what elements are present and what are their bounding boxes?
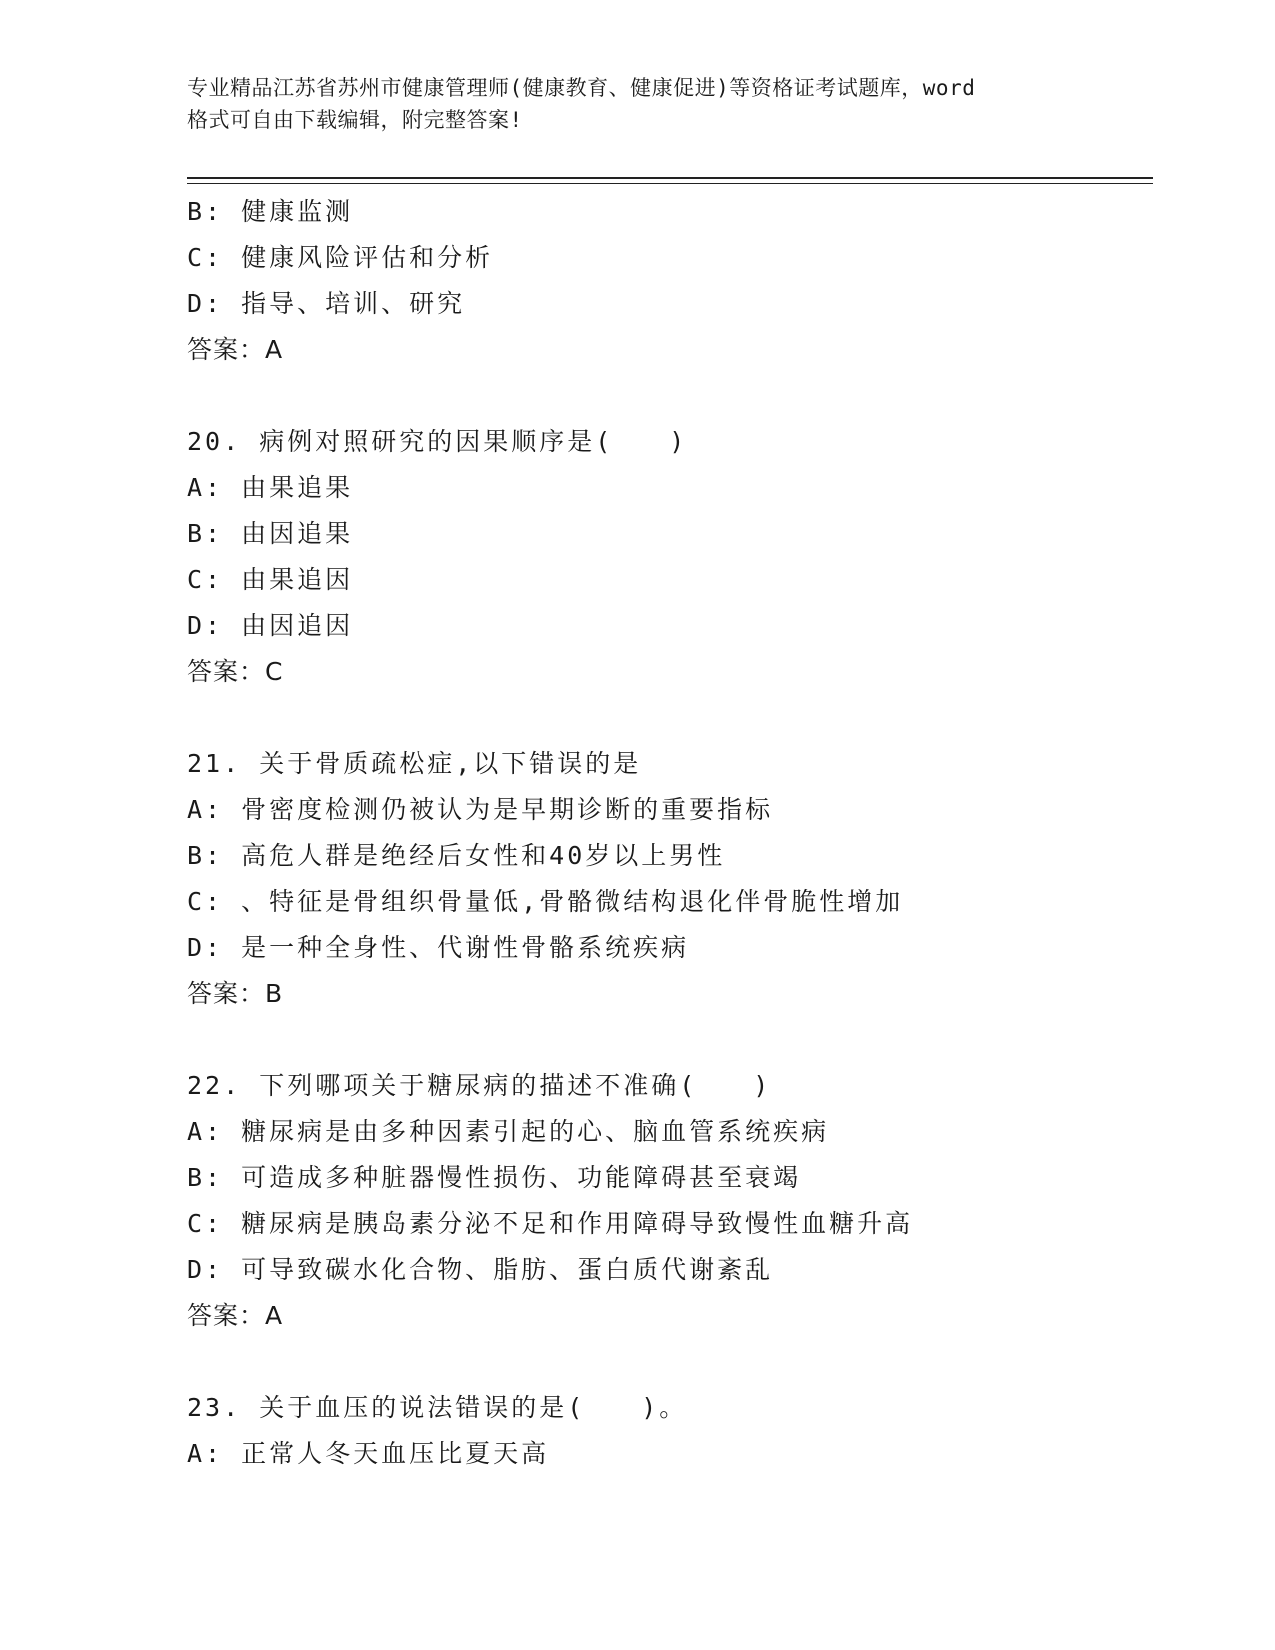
question-22 (187, 1063, 1147, 1339)
option-d: D: 由因追因 (187, 611, 354, 640)
option-b: B: 由因追果 (187, 519, 354, 548)
question-list (187, 189, 1147, 1477)
option-c: C: 由果追因 (187, 565, 354, 594)
option-a: A: 糖尿病是由多种因素引起的心、脑血管系统疾病 (187, 1117, 830, 1146)
option-a: A: 由果追果 (187, 473, 354, 502)
option-b: B: 可造成多种脏器慢性损伤、功能障碍甚至衰竭 (187, 1163, 802, 1192)
spacer (187, 1017, 1147, 1063)
option-b: B: 健康监测 (187, 197, 354, 226)
question-stem: 21. 关于骨质疏松症,以下错误的是 (187, 749, 642, 778)
spacer (187, 373, 1147, 419)
header-divider-thick (187, 177, 1153, 179)
option-a: A: 正常人冬天血压比夏天高 (187, 1439, 550, 1468)
answer-line: 答案：A (187, 335, 284, 364)
question-stem: 22. 下列哪项关于糖尿病的描述不准确( ) (187, 1071, 772, 1100)
question-stem: 23. 关于血压的说法错误的是( )。 (187, 1393, 688, 1422)
answer-line: 答案：C (187, 657, 284, 686)
question-21 (187, 741, 1147, 1017)
option-d: D: 指导、培训、研究 (187, 289, 466, 318)
option-d: D: 是一种全身性、代谢性骨骼系统疾病 (187, 933, 690, 962)
question-stem: 20. 病例对照研究的因果顺序是( ) (187, 427, 688, 456)
header-line-1: 专业精品江苏省苏州市健康管理师(健康教育、健康促进)等资格证考试题库，word (187, 76, 976, 100)
option-d: D: 可导致碳水化合物、脂肪、蛋白质代谢紊乱 (187, 1255, 774, 1284)
question-19-continued (187, 189, 1147, 373)
question-23 (187, 1385, 1147, 1477)
answer-line: 答案：B (187, 979, 284, 1008)
header-line-2: 格式可自由下载编辑，附完整答案! (187, 108, 523, 132)
option-c: C: 、特征是骨组织骨量低,骨骼微结构退化伴骨脆性增加 (187, 887, 904, 916)
option-a: A: 骨密度检测仍被认为是早期诊断的重要指标 (187, 795, 774, 824)
header-divider-thin (187, 183, 1153, 184)
spacer (187, 1339, 1147, 1385)
spacer (187, 695, 1147, 741)
option-c: C: 糖尿病是胰岛素分泌不足和作用障碍导致慢性血糖升高 (187, 1209, 914, 1238)
option-b: B: 高危人群是绝经后女性和40岁以上男性 (187, 841, 726, 870)
option-c: C: 健康风险评估和分析 (187, 243, 494, 272)
page-header (187, 72, 1087, 136)
question-20 (187, 419, 1147, 695)
answer-line: 答案：A (187, 1301, 284, 1330)
